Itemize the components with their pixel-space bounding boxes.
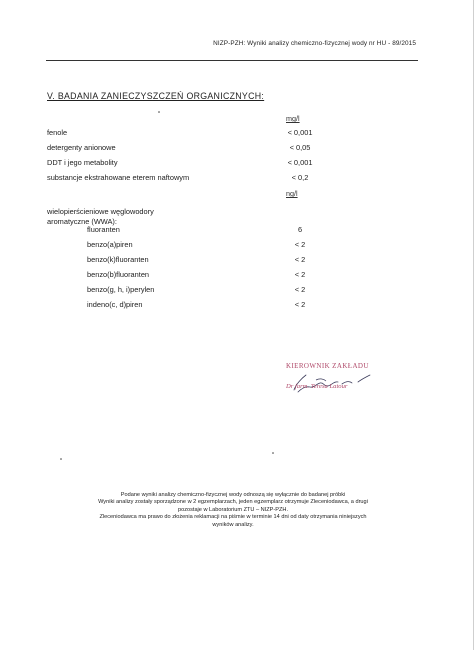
wwa-row-benzo-k-fluoranten	[0, 255, 476, 266]
compound-value: < 2	[294, 300, 306, 309]
header-rule	[46, 60, 418, 61]
unit-mg-per-l: mg/l	[286, 114, 300, 123]
stamp-name: Dr farm. Teresa Latour	[286, 383, 348, 390]
footer-line-1: Podane wyniki analizy chemiczno-fizycznej wody odnoszą się wyłącznie do badanej próbki	[120, 492, 346, 498]
wwa-group-label	[47, 207, 247, 226]
compound-value: < 2	[294, 255, 306, 264]
footer-line-5: wyników analizy.	[212, 521, 254, 528]
stamp-title: KIEROWNIK ZAKŁADU	[286, 362, 369, 370]
speck	[60, 458, 62, 460]
footer-note	[48, 492, 418, 529]
compound-name: benzo(g, h, i)perylen	[87, 285, 155, 294]
compound-name: benzo(b)fluoranten	[87, 270, 150, 279]
parameter-name: DDT i jego metabolity	[47, 158, 118, 167]
result-row-substancje	[0, 173, 476, 184]
wwa-row-fluoranten	[0, 225, 476, 236]
document-header: NIZP-PZH: Wyniki analizy chemiczno-fizycznej wody nr HU - 89/2015	[213, 40, 416, 47]
compound-name: benzo(k)fluoranten	[87, 255, 149, 264]
compound-name: benzo(a)piren	[87, 240, 133, 249]
compound-value: < 2	[294, 270, 306, 279]
head-of-department-stamp	[280, 362, 390, 402]
footer-line-4: Zleceniodawca ma prawo do złożenia reklamacji na piśmie w terminie 14 dni od daty otrzymania niniejszych	[99, 514, 367, 521]
compound-value: < 2	[294, 240, 306, 249]
wwa-row-indeno-cd-piren	[0, 300, 476, 311]
wwa-row-benzo-ghi-perylen	[0, 285, 476, 296]
footer-line-2: Wyniki analizy zostały sporządzone w 2 egzemplarzach, jeden egzemplarz otrzymuje Zleceniodawca, a drugi	[98, 499, 368, 506]
parameter-value: < 0,001	[287, 128, 313, 137]
wwa-row-benzo-b-fluoranten	[0, 270, 476, 281]
parameter-name: substancje ekstrahowane eterem naftowym	[47, 173, 190, 182]
unit-ng-per-l: ng/l	[286, 189, 298, 198]
parameter-name: fenole	[47, 128, 68, 137]
compound-value: 6	[297, 225, 303, 234]
footer-line-3: pozostaje w Laboratorium ZTU – NIZP-PZH.	[177, 506, 289, 513]
parameter-value: < 0,001	[287, 158, 313, 167]
compound-name: indeno(c, d)piren	[87, 300, 143, 309]
result-row-fenole	[0, 128, 476, 139]
result-row-detergenty	[0, 143, 476, 154]
compound-value: < 2	[294, 285, 306, 294]
wwa-row-benzo-a-piren	[0, 240, 476, 251]
compound-name: fluoranten	[87, 225, 120, 234]
parameter-value: < 0,05	[289, 143, 311, 152]
wwa-label-line-2: aromatyczne (WWA):	[47, 216, 117, 226]
result-row-ddt	[0, 158, 476, 169]
parameter-name: detergenty anionowe	[47, 143, 116, 152]
section-title: V. BADANIA ZANIECZYSZCZEŃ ORGANICZNYCH:	[47, 91, 265, 101]
wwa-label-line-1: wielopierścieniowe węglowodory	[47, 207, 154, 216]
parameter-value: < 0,2	[291, 173, 309, 182]
speck	[272, 452, 274, 454]
speck	[158, 111, 160, 113]
